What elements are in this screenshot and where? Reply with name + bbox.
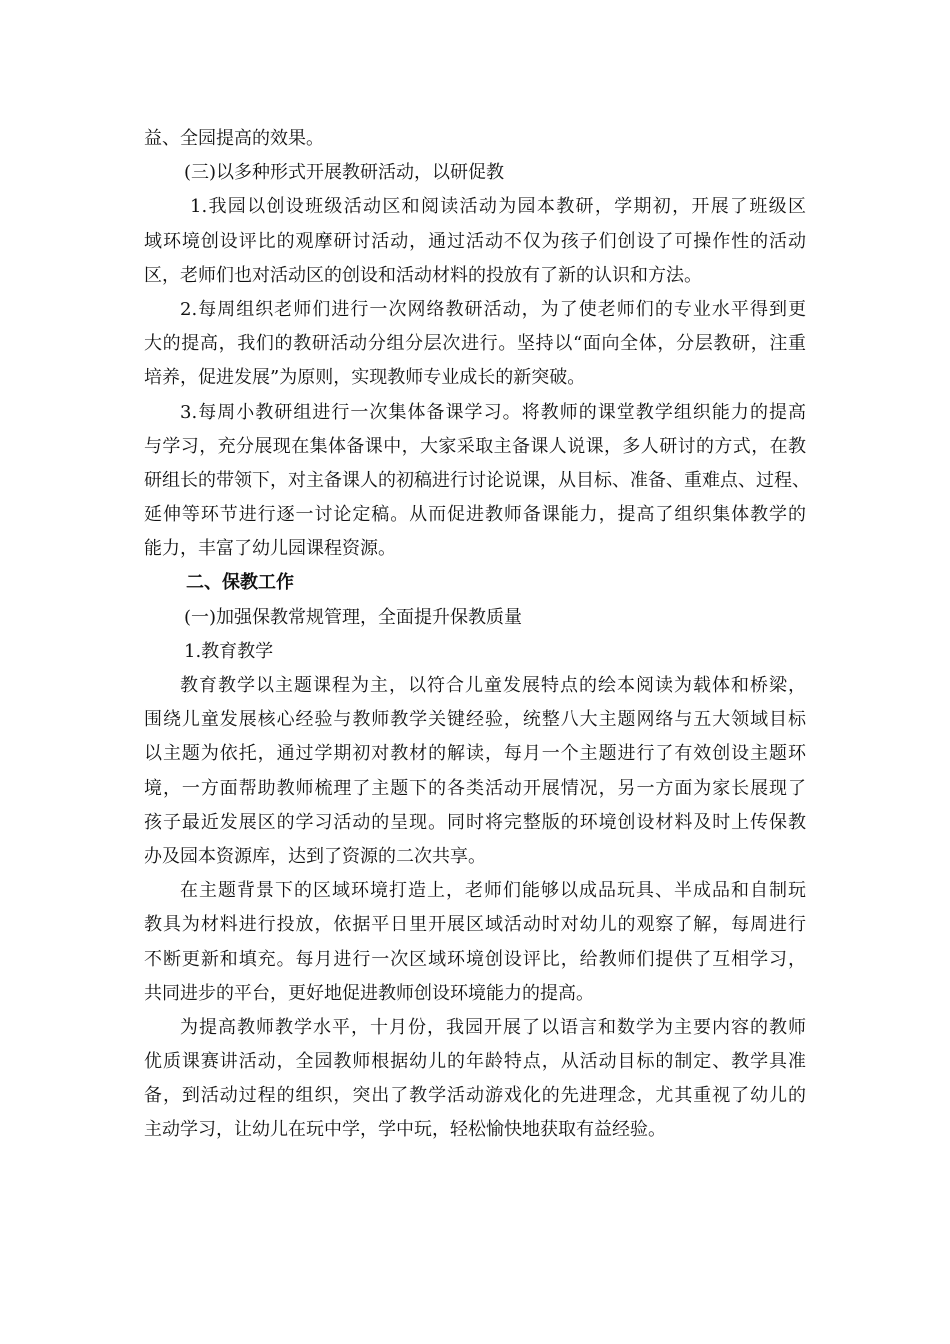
paragraph-line: 教具为材料进行投放，依据平日里开展区域活动时对幼儿的观察了解，每周进行 [144,914,806,936]
section-subheading: (一)加强保教常规管理，全面提升保教质量 [184,606,523,628]
paragraph-line: 域环境创设评比的观摩研讨活动，通过活动不仅为孩子们创设了可操作性的活动 [144,230,806,252]
paragraph-line: 孩子最近发展区的学习活动的呈现。同时将完整版的环境创设材料及时上传保教 [144,811,806,833]
paragraph-line: 境，一方面帮助教师梳理了主题下的各类活动开展情况，另一方面为家长展现了 [144,777,806,799]
paragraph-line: 主动学习，让幼儿在玩中学，学中玩，轻松愉快地获取有益经验。 [144,1119,666,1141]
paragraph-line: 为提高教师教学水平，十月份，我园开展了以语言和数学为主要内容的教师 [180,1016,806,1038]
paragraph-line: 备，到活动过程的组织，突出了教学活动游戏化的先进理念，尤其重视了幼儿的 [144,1085,806,1107]
section-subheading: (三)以多种形式开展教研活动，以研促教 [184,162,505,184]
paragraph-line: 在主题背景下的区域环境打造上，老师们能够以成品玩具、半成品和自制玩 [180,880,806,902]
paragraph-line: 围绕儿童发展核心经验与教师教学关键经验，统整八大主题网络与五大领域目标 [144,709,806,731]
paragraph-line: 大的提高，我们的教研活动分组分层次进行。坚持以“面向全体，分层教研，注重 [144,333,806,355]
paragraph-line: 优质课赛讲活动，全园教师根据幼儿的年龄特点，从活动目标的制定、教学具准 [144,1051,806,1073]
section-heading: 二、保教工作 [186,572,294,594]
paragraph-line: 与学习，充分展现在集体备课中，大家采取主备课人说课，多人研讨的方式，在教 [144,435,806,457]
paragraph-line: 区，老师们也对活动区的创设和活动材料的投放有了新的认识和方法。 [144,264,702,286]
paragraph-line: 以主题为依托，通过学期初对教材的解读，每月一个主题进行了有效创设主题环 [144,743,806,765]
paragraph-line: 办及园本资源库，达到了资源的二次共享。 [144,845,486,867]
paragraph-line: 3.每周小教研组进行一次集体备课学习。将教师的课堂教学组织能力的提高 [180,401,806,423]
paragraph-line: 益、全园提高的效果。 [144,128,324,149]
section-subheading: 1.教育教学 [184,640,274,662]
paragraph-line: 共同进步的平台，更好地促进教师创设环境能力的提高。 [144,982,594,1004]
paragraph-line: 2.每周组织老师们进行一次网络教研活动，为了使老师们的专业水平得到更 [180,298,806,320]
paragraph-line: 1.我园以创设班级活动区和阅读活动为园本教研，学期初，开展了班级区 [190,196,806,218]
paragraph-line: 延伸等环节进行逐一讨论定稿。从而促进教师备课能力，提高了组织集体教学的 [144,504,806,526]
paragraph-line: 教育教学以主题课程为主，以符合儿童发展特点的绘本阅读为载体和桥梁， [180,675,806,696]
document-body [144,122,810,1148]
paragraph-line: 能力，丰富了幼儿园课程资源。 [144,538,396,560]
paragraph-line: 不断更新和填充。每月进行一次区域环境创设评比，给教师们提供了互相学习， [144,948,806,970]
paragraph-line: 培养，促进发展”为原则，实现教师专业成长的新突破。 [144,367,586,389]
paragraph-line: 研组长的带领下，对主备课人的初稿进行讨论说课，从目标、准备、重难点、过程、 [144,469,810,491]
